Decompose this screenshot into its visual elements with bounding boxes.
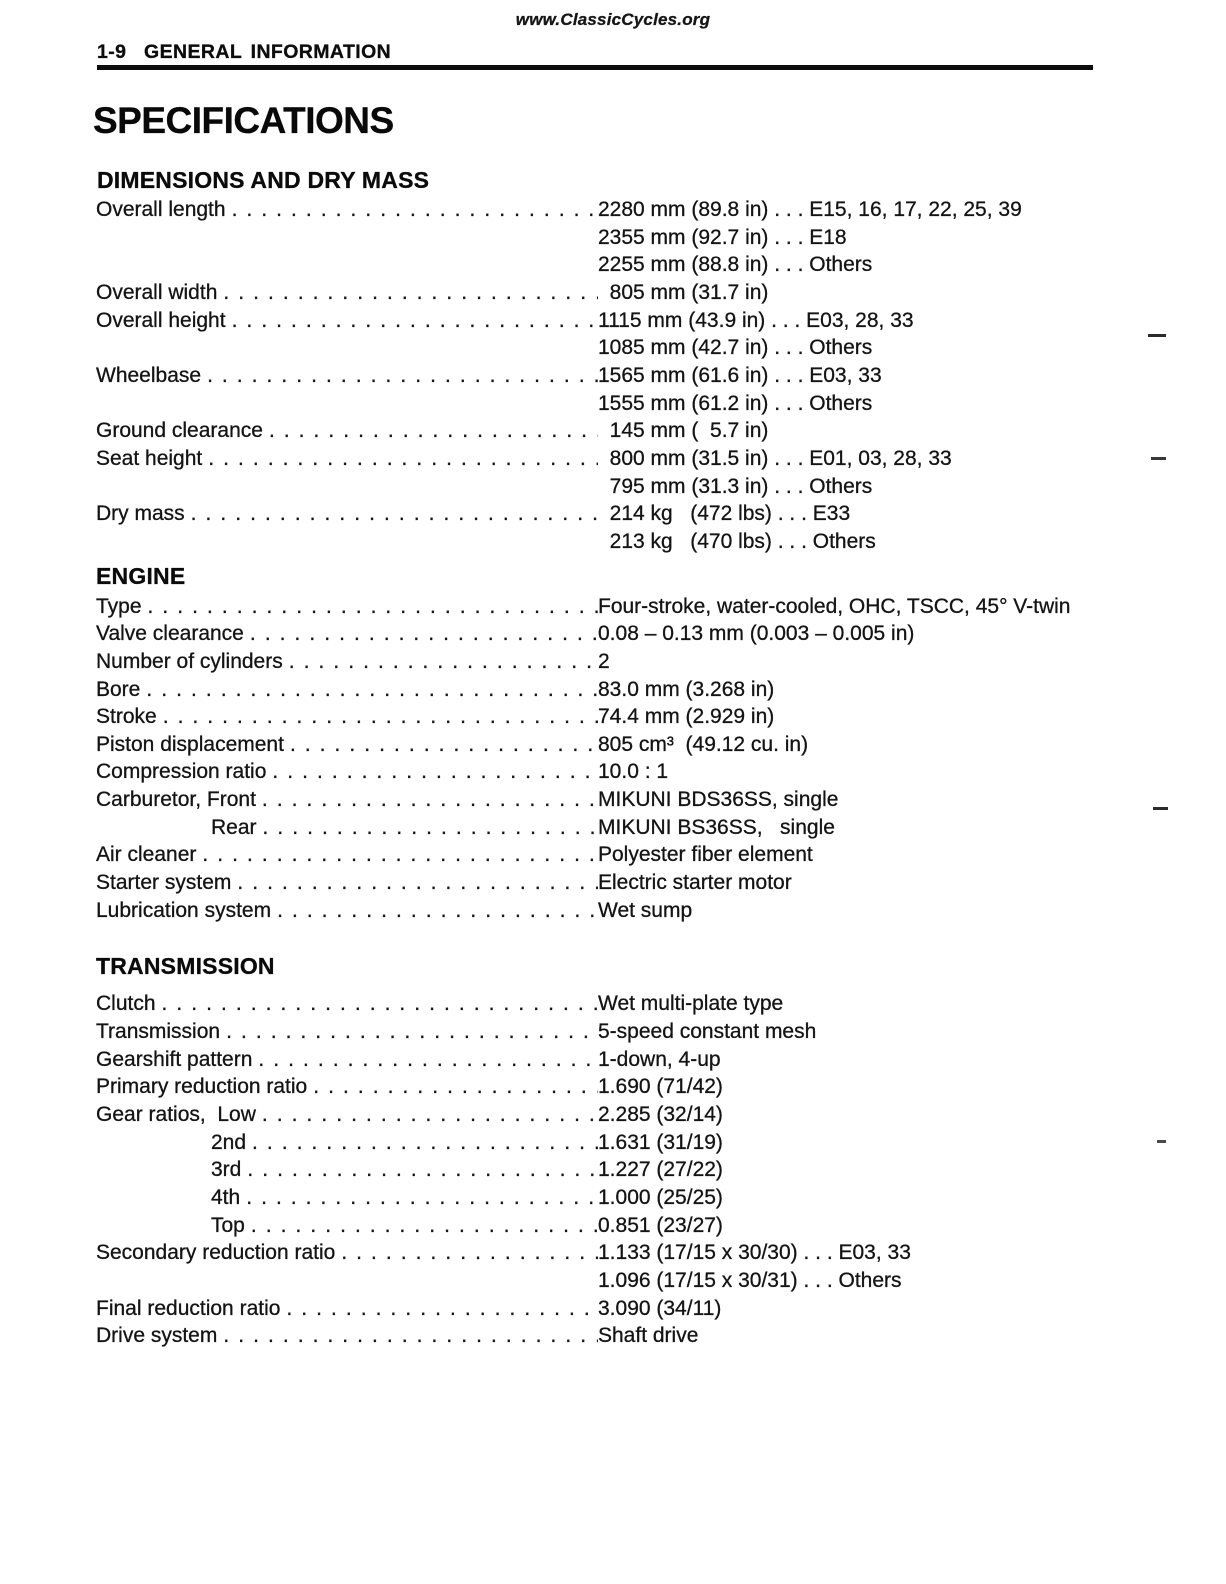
header-rule [97, 65, 1093, 70]
spec-label-cell [96, 445, 598, 473]
spec-label-cell [96, 1322, 598, 1350]
spec-value: 2280 mm (89.8 in) . . . E15, 16, 17, 22, 25, 39 [598, 198, 1022, 221]
spec-label-cell [96, 1212, 598, 1240]
spec-label: Starter system [96, 871, 232, 895]
spec-value: 5-speed constant mesh [598, 1020, 817, 1044]
spec-label: Piston displacement [96, 732, 284, 756]
spec-value: 1.096 (17/15 x 30/31) . . . Others [598, 1268, 902, 1292]
spec-values [598, 990, 1106, 1018]
spec-label-cell [96, 1129, 598, 1157]
dot-leader [220, 1018, 598, 1046]
spec-values [598, 1129, 1106, 1157]
specifications-content [96, 166, 1106, 1350]
spec-value: 214 kg (472 lbs) . . . E33 [598, 502, 851, 526]
spec-values [598, 1046, 1106, 1074]
scan-edge-mark [1148, 334, 1166, 337]
spec-value: 74.4 mm (2.929 in) [598, 705, 775, 729]
spec-row [96, 1295, 1106, 1323]
section-dimensions [96, 166, 1106, 556]
spec-label-cell [96, 362, 598, 390]
spec-label: Lubrication system [96, 898, 272, 922]
spec-row [96, 1322, 1106, 1350]
spec-label-cell [96, 1101, 598, 1129]
spec-values [598, 1239, 1106, 1294]
spec-label-cell [96, 869, 598, 897]
section-transmission [96, 952, 1106, 1350]
dot-leader [252, 1046, 598, 1074]
spec-row [96, 1101, 1106, 1129]
dot-leader [284, 731, 598, 759]
spec-label: Valve clearance [96, 622, 244, 646]
spec-value: 805 mm (31.7 in) [598, 280, 769, 304]
spec-value: Shaft drive [598, 1324, 699, 1348]
spec-value: Wet sump [598, 898, 693, 922]
spec-label-cell [96, 620, 598, 648]
dot-leader [217, 1322, 598, 1350]
spec-label-cell [96, 196, 598, 224]
spec-label-cell [96, 731, 598, 759]
spec-row [96, 869, 1106, 897]
spec-label: Wheelbase [96, 363, 202, 387]
spec-values [598, 1156, 1106, 1184]
spec-label-cell [96, 648, 598, 676]
spec-value: 1565 mm (61.6 in) . . . E03, 33 [598, 363, 882, 387]
spec-label: Secondary reduction ratio [96, 1241, 336, 1265]
dot-leader [185, 500, 598, 528]
spec-values [598, 362, 1106, 417]
spec-label-cell [96, 758, 598, 786]
dot-leader [271, 897, 598, 925]
spec-values [598, 417, 1106, 445]
spec-value: 1.227 (27/22) [598, 1158, 723, 1182]
spec-values [598, 620, 1106, 648]
dot-leader [157, 703, 598, 731]
spec-values [598, 1018, 1106, 1046]
spec-row [96, 648, 1106, 676]
spec-values [598, 196, 1106, 279]
dot-leader [307, 1073, 598, 1101]
spec-row [96, 620, 1106, 648]
spec-label: Top [211, 1213, 245, 1237]
spec-row [96, 1239, 1106, 1294]
spec-value: 10.0 : 1 [598, 760, 669, 784]
spec-values [598, 869, 1106, 897]
spec-row [96, 1129, 1106, 1157]
spec-value: 2255 mm (88.8 in) . . . Others [598, 253, 873, 277]
spec-label: Clutch [96, 992, 156, 1016]
dot-leader [217, 279, 598, 307]
spec-value: 1-down, 4-up [598, 1047, 721, 1071]
section-heading: TRANSMISSION [96, 953, 275, 980]
spec-values [598, 1295, 1106, 1323]
spec-label-cell [96, 593, 598, 621]
dot-leader [202, 445, 598, 473]
scan-edge-mark [1153, 807, 1168, 810]
spec-label-cell [96, 897, 598, 925]
spec-label-cell [96, 786, 598, 814]
spec-label-cell [96, 841, 598, 869]
site-watermark: www.ClassicCycles.org [515, 10, 711, 29]
spec-value: 805 cm³ (49.12 cu. in) [598, 732, 809, 756]
dot-leader [241, 1156, 598, 1184]
spec-value: Electric starter motor [598, 871, 792, 895]
spec-label: Dry mass [96, 502, 185, 526]
dot-leader [280, 1295, 598, 1323]
spec-value: 1085 mm (42.7 in) . . . Others [598, 336, 873, 360]
spec-label: Rear [211, 815, 257, 839]
spec-row [96, 1212, 1106, 1240]
spec-label: Gear ratios, Low [96, 1103, 256, 1127]
dot-leader [156, 990, 598, 1018]
spec-row [96, 500, 1106, 555]
spec-values [598, 786, 1106, 814]
dot-leader [245, 1212, 598, 1240]
spec-value: 1115 mm (43.9 in) . . . E03, 28, 33 [598, 308, 914, 332]
spec-value: Four-stroke, water-cooled, OHC, TSCC, 45° V-twin [598, 594, 1071, 618]
spec-label: Ground clearance [96, 419, 263, 443]
spec-values [598, 1212, 1106, 1240]
spec-label: Bore [96, 677, 141, 701]
spec-row [96, 445, 1106, 500]
section-heading: ENGINE [96, 562, 186, 589]
spec-label: 2nd [211, 1130, 247, 1154]
spec-value: 3.090 (34/11) [598, 1296, 722, 1320]
spec-values [598, 841, 1106, 869]
spec-value: 2.285 (32/14) [598, 1103, 723, 1127]
spec-values [598, 1322, 1106, 1350]
spec-values [598, 648, 1106, 676]
spec-label: Air cleaner [96, 843, 197, 867]
spec-label: Final reduction ratio [96, 1296, 281, 1320]
spec-label-cell [96, 676, 598, 704]
spec-value: 2355 mm (92.7 in) . . . E18 [598, 225, 847, 249]
spec-label-cell [96, 1046, 598, 1074]
spec-row [96, 307, 1106, 362]
spec-label-cell [96, 1073, 598, 1101]
spec-label-cell [96, 279, 598, 307]
dot-leader [263, 417, 598, 445]
spec-values [598, 279, 1106, 307]
spec-row [96, 676, 1106, 704]
spec-label-cell [96, 1295, 598, 1323]
spec-label: 4th [211, 1186, 241, 1209]
spec-value: 0.08 – 0.13 mm (0.003 – 0.005 in) [598, 622, 915, 646]
spec-value: 145 mm ( 5.7 in) [598, 419, 769, 443]
spec-values [598, 593, 1106, 621]
dot-leader [142, 593, 598, 621]
spec-values [598, 307, 1106, 362]
spec-value: 800 mm (31.5 in) . . . E01, 03, 28, 33 [598, 446, 952, 470]
spec-row [96, 1073, 1106, 1101]
spec-row [96, 814, 1106, 842]
spec-label-cell [96, 1018, 598, 1046]
spec-value: 2 [598, 649, 610, 673]
dot-leader [335, 1239, 598, 1267]
spec-value: 1.690 (71/42) [598, 1075, 723, 1099]
spec-values [598, 731, 1106, 759]
page-header-label: 1-9 GENERAL INFORMATION [97, 41, 392, 63]
spec-label: Gearshift pattern [96, 1047, 253, 1071]
dot-leader [196, 841, 598, 869]
spec-row [96, 593, 1106, 621]
dot-leader [240, 1184, 598, 1212]
spec-label: Stroke [96, 705, 157, 729]
spec-label-cell [96, 307, 598, 335]
spec-value: 1555 mm (61.2 in) . . . Others [598, 391, 873, 415]
spec-label-cell [96, 1156, 598, 1184]
spec-row [96, 897, 1106, 925]
dot-leader [231, 869, 598, 897]
spec-label-cell [96, 417, 598, 445]
spec-label: Transmission [96, 1020, 221, 1044]
spec-label: Type [96, 594, 142, 618]
page-title: SPECIFICATIONS [93, 100, 394, 141]
dot-leader [201, 362, 598, 390]
spec-label: 3rd [211, 1158, 242, 1182]
dot-leader [244, 620, 598, 648]
spec-value: 1.133 (17/15 x 30/30) . . . E03, 33 [598, 1241, 911, 1265]
dot-leader [226, 196, 598, 224]
section-heading: DIMENSIONS AND DRY MASS [97, 167, 430, 193]
spec-values [598, 1184, 1106, 1212]
spec-label: Primary reduction ratio [96, 1075, 308, 1099]
dot-leader [257, 814, 598, 842]
spec-label-cell [96, 990, 598, 1018]
spec-label: Overall width [96, 280, 218, 304]
dot-leader [256, 1101, 598, 1129]
spec-values [598, 758, 1106, 786]
spec-row [96, 1018, 1106, 1046]
spec-value: Wet multi-plate type [598, 992, 784, 1016]
spec-row [96, 1156, 1106, 1184]
spec-row [96, 990, 1106, 1018]
spec-label: Drive system [96, 1324, 218, 1348]
spec-label: Seat height [96, 446, 203, 470]
spec-values [598, 703, 1106, 731]
dot-leader [246, 1129, 598, 1157]
spec-label-cell [96, 703, 598, 731]
spec-row [96, 731, 1106, 759]
spec-row [96, 1184, 1106, 1212]
spec-row [96, 1046, 1106, 1074]
spec-value: 795 mm (31.3 in) . . . Others [598, 474, 873, 498]
spec-row [96, 196, 1106, 279]
section-engine [96, 562, 1106, 925]
spec-label: Number of cylinders [96, 649, 283, 673]
spec-value: 0.851 (23/27) [598, 1213, 723, 1237]
spec-label-cell [96, 814, 598, 842]
spec-row [96, 786, 1106, 814]
spec-value: MIKUNI BS36SS, single [598, 815, 835, 839]
spec-value: Polyester fiber element [598, 843, 813, 867]
spec-values [598, 897, 1106, 925]
spec-value: 213 kg (470 lbs) . . . Others [598, 529, 876, 553]
spec-row [96, 362, 1106, 417]
dot-leader [283, 648, 598, 676]
spec-values [598, 500, 1106, 555]
spec-value: 1.000 (25/25) [598, 1186, 723, 1209]
spec-value: 83.0 mm (3.268 in) [598, 677, 775, 701]
dot-leader [256, 786, 598, 814]
dot-leader [140, 676, 598, 704]
spec-label-cell [96, 1184, 598, 1212]
scan-edge-mark [1151, 457, 1166, 460]
spec-row [96, 279, 1106, 307]
spec-value: MIKUNI BDS36SS, single [598, 788, 839, 812]
spec-value: 1.631 (31/19) [598, 1130, 723, 1154]
spec-values [598, 1101, 1106, 1129]
spec-label: Overall height [96, 308, 226, 332]
spec-values [598, 1073, 1106, 1101]
dot-leader [266, 758, 598, 786]
spec-label-cell [96, 500, 598, 528]
spec-label-cell [96, 1239, 598, 1267]
spec-label: Overall length [96, 198, 226, 221]
spec-values [598, 445, 1106, 500]
spec-label: Compression ratio [96, 760, 267, 784]
dot-leader [226, 307, 598, 335]
spec-row [96, 417, 1106, 445]
spec-label: Carburetor, Front [96, 788, 256, 812]
spec-row [96, 841, 1106, 869]
spec-row [96, 758, 1106, 786]
spec-row [96, 703, 1106, 731]
spec-values [598, 814, 1106, 842]
scan-edge-mark [1157, 1140, 1166, 1143]
spec-values [598, 676, 1106, 704]
